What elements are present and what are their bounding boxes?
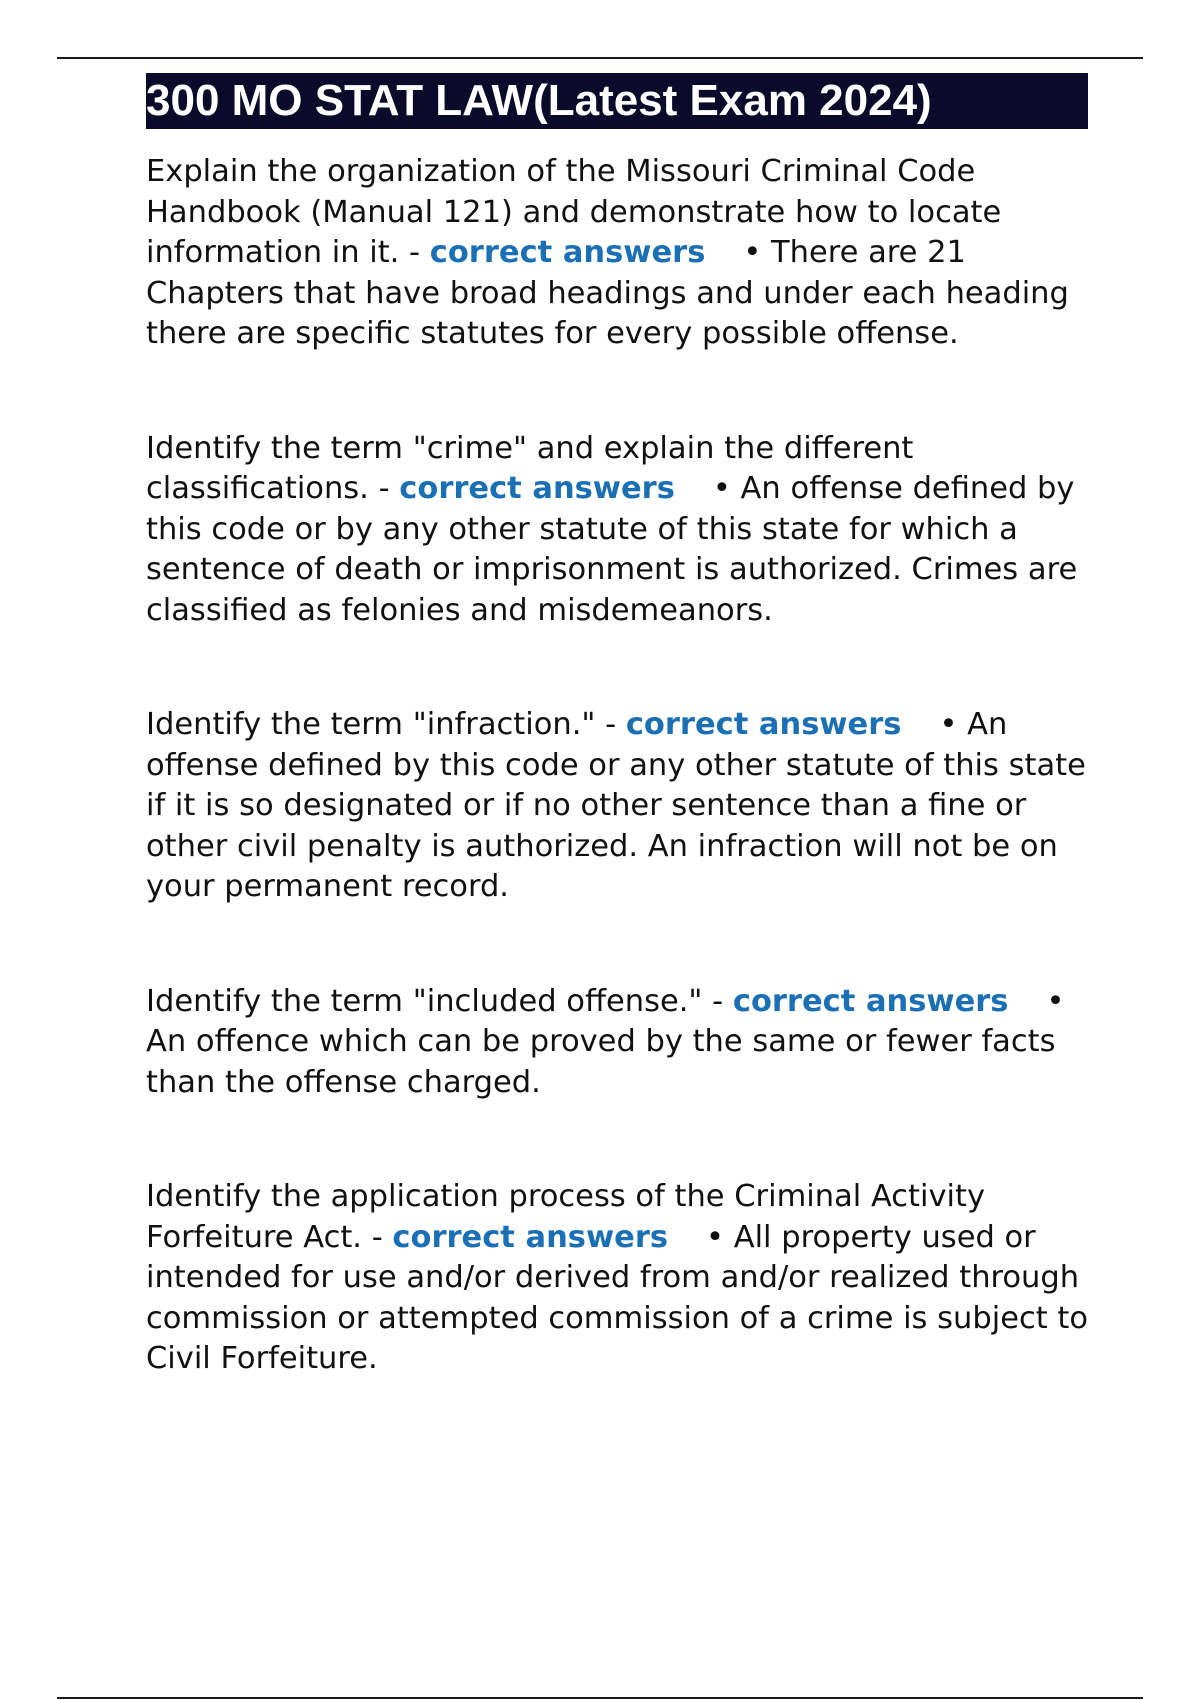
separator: - (362, 1219, 393, 1255)
question-text: Identify the term "infraction." (146, 707, 596, 742)
answer-text: • An offence which can be proved by the same or fewer facts than the offense charged. (146, 983, 1065, 1100)
answer-label: correct answers (399, 471, 675, 506)
answer-label: correct answers (732, 983, 1009, 1019)
bottom-divider (57, 1697, 1143, 1699)
question-text: Identify the term "crime" and explain the different classifications. (146, 430, 914, 506)
document-title: 300 MO STAT LAW(Latest Exam 2024) (146, 73, 1088, 129)
qa-item-5 (146, 1177, 1096, 1380)
top-divider (57, 57, 1143, 59)
answer-label: correct answers (392, 1219, 669, 1255)
answer-text: • All property used or intended for use and/or derived from and/or realized through commission or attempted commission of a crime is subject to Civil Forfeiture. (146, 1219, 1089, 1376)
qa-list (146, 152, 1096, 1454)
question-text: Explain the organization of the Missouri Criminal Code Handbook (Manual 121) and demonstrate how to locate information in it. (146, 154, 1002, 270)
qa-item-1 (146, 152, 1096, 355)
answer-text: • An offense defined by this code or any other statute of this state if it is so designated or if no other sentence than a fine or other civil penalty is authorized. An infraction will not be on your permanent record. (146, 707, 1086, 904)
separator: - (368, 471, 400, 506)
qa-item-4 (146, 982, 1096, 1104)
separator: - (595, 707, 626, 742)
answer-text: • An offense defined by this code or by any other statute of this state for which a sentence of death or imprisonment is authorized. Crimes are classified as felonies and misdemeanors. (146, 471, 1078, 628)
separator: - (399, 235, 430, 270)
answer-text: • There are 21 Chapters that have broad headings and under each heading there are specific statutes for every possible offense. (146, 235, 1069, 351)
qa-item-2 (146, 429, 1096, 632)
answer-label: correct answers (625, 707, 902, 742)
question-text: Identify the application process of the Criminal Activity Forfeiture Act. (146, 1179, 986, 1255)
answer-label: correct answers (429, 235, 706, 270)
qa-item-3 (146, 705, 1096, 908)
separator: - (702, 983, 733, 1019)
question-text: Identify the term "included offense." (146, 983, 703, 1019)
